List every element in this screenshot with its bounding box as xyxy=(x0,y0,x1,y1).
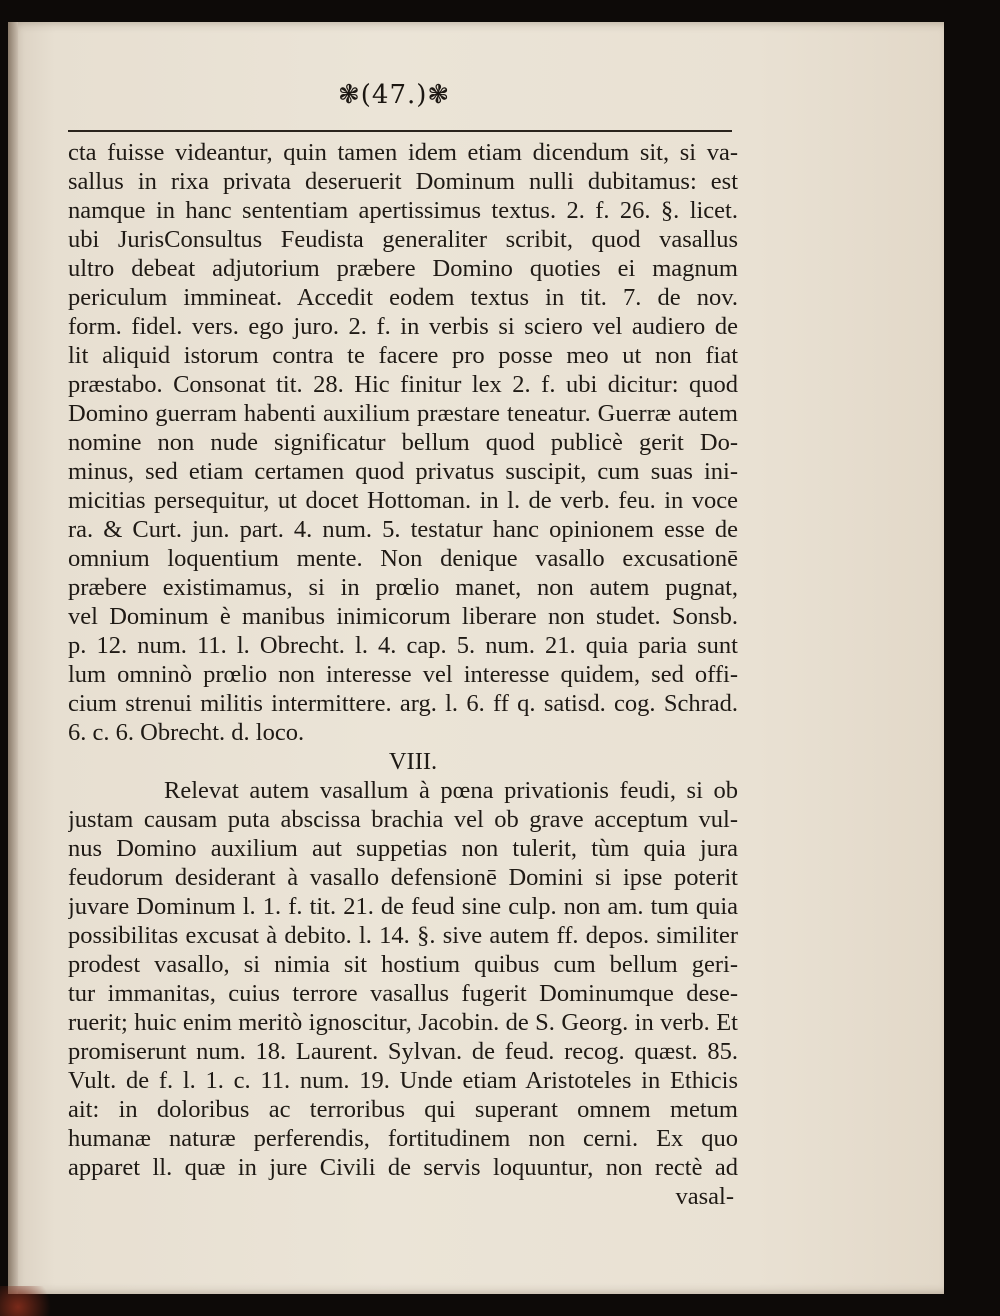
text-line: cta fuisse videantur, quin tamen idem etiam dicendum sit, si va- xyxy=(68,139,738,166)
page-header: ❃(47.)❃ xyxy=(338,80,451,110)
text-line: feudorum desiderant à vasallo defensionē Domini si ipse poterit xyxy=(68,864,738,891)
section-heading: VIII. xyxy=(388,748,438,775)
text-line: micitias persequitur, ut docet Hottoman. in l. de verb. feu. in voce xyxy=(68,487,738,514)
text-line: sallus in rixa privata deseruerit Dominum nulli dubitamus: est xyxy=(68,168,738,195)
text-line: form. fidel. vers. ego juro. 2. f. in verbis si sciero vel audiero de xyxy=(68,313,738,340)
text-line: tur immanitas, cuius terrore vasallus fugerit Dominumque dese- xyxy=(68,980,738,1007)
text-line: periculum immineat. Accedit eodem textus in tit. 7. de nov. xyxy=(68,284,738,311)
body-text xyxy=(68,138,738,1211)
catchword: vasal- xyxy=(675,1183,734,1210)
text-line: lum omninò prœlio non interesse vel interesse quidem, sed offi- xyxy=(68,661,738,688)
page-stain xyxy=(0,1286,60,1316)
text-line: ultro debeat adjutorium præbere Domino quoties ei magnum xyxy=(68,255,738,282)
text-line: humanæ naturæ perferendis, fortitudinem non cerni. Ex quo xyxy=(68,1125,738,1152)
text-line: lit aliquid istorum contra te facere pro posse meo ut non fiat xyxy=(68,342,738,369)
text-line: Vult. de f. l. 1. c. 11. num. 19. Unde etiam Aristoteles in Ethicis xyxy=(68,1067,738,1094)
text-line: vel Dominum è manibus inimicorum liberare non studet. Sonsb. xyxy=(68,603,738,630)
page-spine xyxy=(8,22,18,1294)
text-line: 6. c. 6. Obrecht. d. loco. xyxy=(68,719,305,746)
text-line: omnium loquentium mente. Non denique vasallo excusationē xyxy=(68,545,738,572)
text-line: ruerit; huic enim meritò ignoscitur, Jacobin. de S. Georg. in verb. Et xyxy=(68,1009,738,1036)
text-line: ubi JurisConsultus Feudista generaliter scribit, quod vasallus xyxy=(68,226,738,253)
text-line: ra. & Curt. jun. part. 4. num. 5. testatur hanc opinionem esse de xyxy=(68,516,738,543)
text-line: præbere existimamus, si in prœlio manet, non autem pugnat, xyxy=(68,574,738,601)
text-line: cium strenui militis intermittere. arg. l. 6. ff q. satisd. cog. Schrad. xyxy=(68,690,738,717)
text-line: præstabo. Consonat tit. 28. Hic finitur lex 2. f. ubi dicitur: quod xyxy=(68,371,738,398)
text-line: minus, sed etiam certamen quod privatus suscipit, cum suas ini- xyxy=(68,458,738,485)
text-line: nomine non nude significatur bellum quod publicè gerit Do- xyxy=(68,429,738,456)
text-line: Domino guerram habenti auxilium præstare teneatur. Guerræ autem xyxy=(68,400,738,427)
text-line: juvare Dominum l. 1. f. tit. 21. de feud sine culp. non am. tum quia xyxy=(68,893,738,920)
text-line: p. 12. num. 11. l. Obrecht. l. 4. cap. 5. num. 21. quia paria sunt xyxy=(68,632,738,659)
text-line: promiserunt num. 18. Laurent. Sylvan. de feud. recog. quæst. 85. xyxy=(68,1038,738,1065)
book-page xyxy=(8,22,944,1294)
header-rule xyxy=(68,130,732,132)
text-line: namque in hanc sententiam apertissimus textus. 2. f. 26. §. licet. xyxy=(68,197,738,224)
text-line: possibilitas excusat à debito. l. 14. §. sive autem ff. depos. similiter xyxy=(68,922,738,949)
text-line: apparet ll. quæ in jure Civili de servis loquuntur, non rectè ad xyxy=(68,1154,738,1181)
text-line: ait: in doloribus ac terroribus qui superant omnem metum xyxy=(68,1096,738,1123)
text-line: prodest vasallo, si nimia sit hostium quibus cum bellum geri- xyxy=(68,951,738,978)
text-line: justam causam puta abscissa brachia vel ob grave acceptum vul- xyxy=(68,806,738,833)
text-line: nus Domino auxilium aut suppetias non tulerit, tùm quia jura xyxy=(68,835,738,862)
text-line: Relevat autem vasallum à pœna privationis feudi, si ob xyxy=(164,777,738,804)
